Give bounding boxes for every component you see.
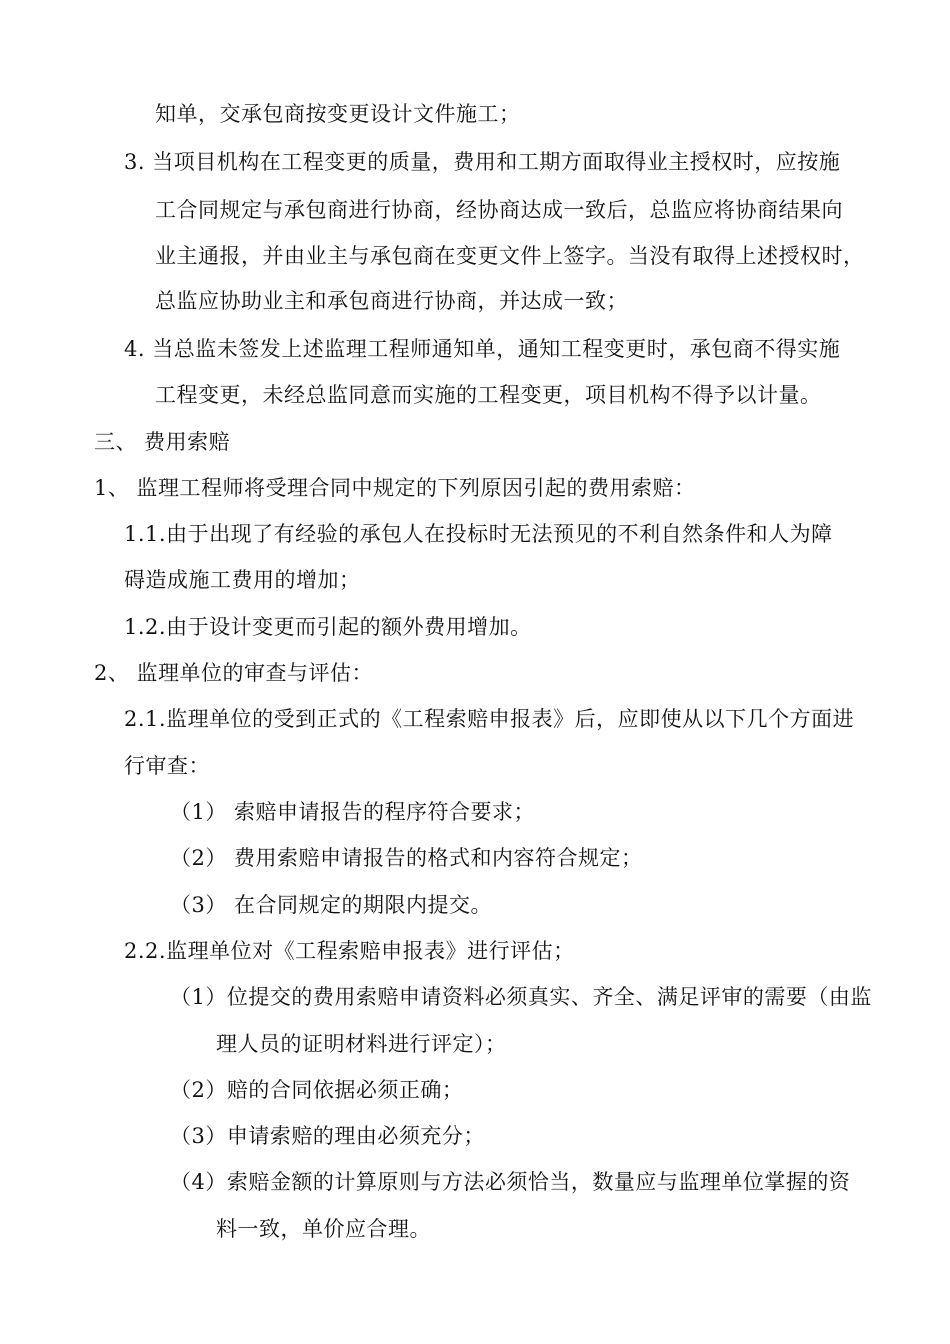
text-line: 1.1.由于出现了有经验的承包人在投标时无法预见的不利自然条件和人为障 [124,522,833,546]
text-line: 2.2.监理单位对《工程索赔申报表》进行评估； [124,939,575,963]
text-line: 理人员的证明材料进行评定）； [216,1032,507,1056]
text-line: 碍造成施工费用的增加； [124,568,361,592]
text-line: 料一致，单价应合理。 [216,1217,431,1241]
section-heading: 三、 费用索赔 [94,430,231,454]
text-line: 4. 当总监未签发上述监理工程师通知单，通知工程变更时，承包商不得实施 [124,337,841,361]
text-line: 3. 当项目机构在工程变更的质量，费用和工期方面取得业主授权时，应按施 [124,150,841,174]
text-line: 知单，交承包商按变更设计文件施工； [155,102,521,126]
list-item: （1）位提交的费用索赔申请资料必须真实、齐全、满足评审的需要（由监 [170,985,872,1009]
text-line: 行审查： [124,754,210,778]
list-item: （3） 在合同规定的期限内提交。 [170,893,493,917]
list-item: （4）索赔金额的计算原则与方法必须恰当，数量应与监理单位掌握的资 [170,1170,851,1194]
text-line: 2、 监理单位的审查与评估： [94,661,374,685]
text-line: 工合同规定与承包商进行协商，经协商达成一致后，总监应将协商结果向 [155,198,843,222]
text-line: 1.2.由于设计变更而引起的额外费用增加。 [124,615,532,639]
text-line: 1、 监理工程师将受理合同中规定的下列原因引起的费用索赔： [94,476,696,500]
list-item: （2） 费用索赔申请报告的格式和内容符合规定； [170,846,643,870]
text-line: 总监应协助业主和承包商进行协商，并达成一致； [155,289,628,313]
list-item: （2）赔的合同依据必须正确； [170,1078,464,1102]
text-line: 业主通报，并由业主与承包商在变更文件上签字。当没有取得上述授权时， [155,244,865,268]
text-line: 2.1.监理单位的受到正式的《工程索赔申报表》后，应即使从以下几个方面进 [124,707,855,731]
list-item: （1） 索赔申请报告的程序符合要求； [170,800,536,824]
text-line: 工程变更，未经总监同意而实施的工程变更，项目机构不得予以计量。 [155,383,822,407]
list-item: （3）申请索赔的理由必须充分； [170,1124,485,1148]
